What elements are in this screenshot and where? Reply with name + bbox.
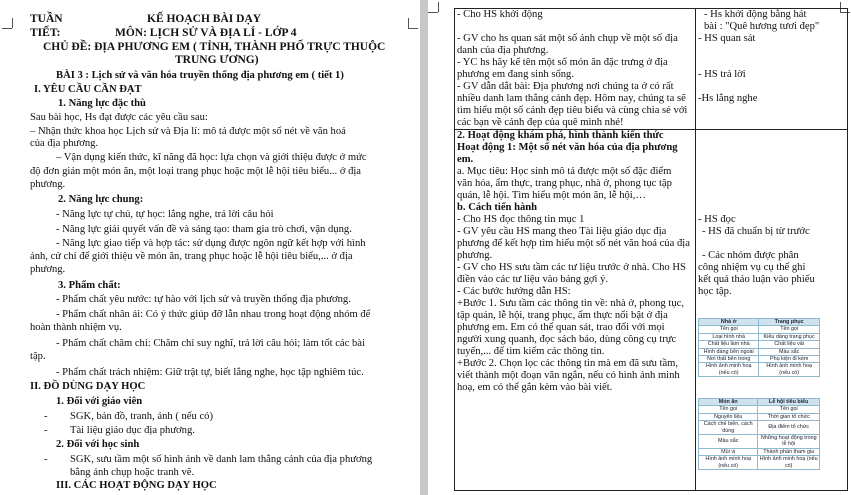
section-heading: III. CÁC HOẠT ĐỘNG DẠY HỌC — [56, 480, 217, 491]
right-page — [428, 0, 851, 495]
table-row — [699, 319, 820, 326]
cell-line: 2. Hoạt động khám phá, hình thành kiến thức — [457, 130, 664, 141]
cell-line: - HS trả lời — [698, 69, 746, 80]
worksheet-food-festival — [698, 398, 820, 470]
table-cell: Thành phần tham gia — [758, 448, 820, 455]
cell-line: - HS đã chuẩn bị từ trước — [702, 226, 810, 237]
cell-line: em. — [457, 154, 474, 165]
body-line: ảnh, cử chỉ để giới thiệu về món ăn, trang phục hoặc lễ hội tiêu biểu,... ở địa — [30, 251, 353, 262]
table-row — [699, 363, 820, 377]
cell-line: người xung quanh, đọc sách báo, dùng công cụ trực — [457, 334, 677, 345]
left-page — [0, 0, 420, 495]
cell-spacer — [457, 21, 693, 33]
cell-spacer — [698, 45, 845, 69]
table-header: Nhà ở — [699, 319, 759, 326]
cell-line: kết quả thảo luận vào phiếu — [698, 274, 815, 285]
table-cell: Mùi vị — [699, 448, 758, 455]
corner-mark — [2, 28, 12, 29]
table-cell: Hình ảnh minh hoạ (nếu có) — [699, 456, 758, 470]
body-line: tập. — [30, 351, 46, 362]
cell-line: a. Mục tiêu: Học sinh mô tả được một số đặc điểm — [457, 166, 672, 177]
bullet-dash: - — [44, 425, 48, 436]
table-cell: Thời gian tổ chức — [758, 413, 820, 420]
cell-line: phương. — [457, 250, 493, 261]
body-line: phương. — [30, 264, 66, 275]
cell-line: - YC hs hãy kể tên một số món ăn đặc trưng ở địa — [457, 57, 668, 68]
corner-mark — [428, 12, 438, 13]
body-line: – Nhận thức khoa học Lịch sử và Địa lí: mô tả được một số nét về văn hoá — [30, 126, 346, 137]
cell-line: -Hs lắng nghe — [698, 93, 758, 104]
cell-line: văn hóa, ẩm thực, trang phục, nhà ở, phong tục tập — [457, 178, 672, 189]
cell-line: tuyến,... để tìm kiếm các thông tin. — [457, 346, 605, 357]
subject-title: MÔN: LỊCH SỬ VÀ ĐỊA LÍ - LỚP 4 — [115, 27, 297, 39]
cell-line: điền vào các tư liệu vào bảng gợi ý. — [457, 274, 609, 285]
body-line: - Năng lực tự chủ, tự học: lắng nghe, trả lời câu hỏi — [56, 209, 274, 220]
sub-heading: 3. Phẩm chất: — [58, 280, 121, 291]
cell-line: phương để kết hợp tìm hiểu một số nét văn hoá của địa — [457, 238, 690, 249]
table-cell: Hình ảnh minh hoạ (nếu có) — [759, 363, 820, 377]
body-line: - Phẩm chất trách nhiệm: Giữ trật tự, biết lắng nghe, học tập nghiêm túc. — [56, 367, 364, 378]
cell-line: - GV dẫn dắt bài: Địa phương nơi chúng ta ở có rất — [457, 81, 674, 92]
table-row — [699, 435, 820, 449]
cell-line: nhiều danh lam thắng cảnh đẹp. Hôm nay, chúng ta sẽ — [457, 93, 686, 104]
cell-line: phương em. Em có thể quan sát, trao đổi với mọi — [457, 322, 665, 333]
body-line: phương. — [30, 179, 66, 190]
table-cell: Loại hình nhà — [699, 333, 759, 340]
cell-line: phương em đang sinh sống. — [457, 69, 574, 80]
worksheet-housing-clothing — [698, 318, 820, 377]
topic-line-1: CHỦ ĐỀ: ĐỊA PHƯƠNG EM ( TỈNH, THÀNH PHỐ TRỰC THUỘC — [43, 41, 386, 53]
cell-spacer — [698, 238, 845, 250]
cell-line: hoạ, em có thể gắn kèm vào bài viết. — [457, 382, 613, 393]
cell-line: quán, lễ hội. Tìm hiểu một món ăn, lễ hội,… — [457, 190, 646, 201]
table-cell: Tên gọi — [699, 406, 758, 413]
section-heading: II. ĐỒ DÙNG DẠY HỌC — [30, 381, 146, 392]
corner-mark — [438, 2, 439, 12]
cell-line: +Bước 2. Chọn lọc các thông tin mà em đã sưu tầm, — [457, 358, 679, 369]
table-cell: Nơi thất bên trong — [699, 356, 759, 363]
cell-line: - GV cho hs quan sát một số ảnh chụp về một số địa — [457, 33, 678, 44]
sub-heading: 1. Đối với giáo viên — [56, 396, 143, 407]
table-cell: Cách chế biến, cách dùng — [699, 421, 758, 435]
cell-line: - Các nhóm được phân — [702, 250, 799, 261]
cell-line: - Cho HS khởi động — [457, 9, 543, 20]
body-line: – Vận dụng kiến thức, kĩ năng đã học: lựa chọn và giới thiệu được ở mức — [56, 152, 367, 163]
cell-line: - Các bước hướng dẫn HS: — [457, 286, 571, 297]
table-cell: Màu sắc — [759, 348, 820, 355]
table-row — [699, 341, 820, 348]
body-line: của địa phương. — [30, 138, 99, 149]
body-line: độ đơn giản một món ăn, một loại trang phục hoặc một lễ hội tiêu biểu... ở địa — [30, 166, 362, 177]
sub-heading: 2. Đối với học sinh — [56, 439, 140, 450]
bullet-dash: - — [44, 411, 48, 422]
cell-line: Hoạt động 1: Một số nét văn hóa của địa phương — [457, 142, 678, 153]
cell-line: - GV cho HS sưu tầm các tư liệu trước ở nhà. Cho HS — [457, 262, 686, 273]
table-cell: Hình ảnh minh hoạ (nếu có) — [699, 363, 759, 377]
table-cell: Kiểu dáng trang phục — [759, 333, 820, 340]
student-cell — [696, 9, 848, 130]
table-cell: Tên gọi — [758, 406, 820, 413]
table-row — [699, 421, 820, 435]
cell-line: - Hs khởi động bằng hát — [704, 9, 807, 20]
cell-line: - HS đọc — [698, 214, 736, 225]
table-row — [699, 456, 820, 470]
body-line: Tài liệu giáo dục địa phương. — [70, 425, 195, 436]
corner-mark — [408, 28, 418, 29]
table-row — [699, 326, 820, 333]
cell-line: viết thành một đoạn văn ngắn, nếu có hình ảnh minh — [457, 370, 680, 381]
table-cell: Tên gọi — [699, 326, 759, 333]
table-cell: Chất liệu vải — [759, 341, 820, 348]
table-header: Trang phục — [759, 319, 820, 326]
teacher-cell — [455, 130, 696, 491]
table-cell: Địa điểm tổ chức — [758, 421, 820, 435]
teacher-cell — [455, 9, 696, 130]
table-cell: Những hoạt động trong lễ hội — [758, 435, 820, 449]
table-row — [699, 348, 820, 355]
corner-mark — [408, 18, 409, 28]
table-header: Lễ hội tiêu biểu — [758, 399, 820, 406]
cell-line: các bạn về cảnh đẹp của quê mình nhé! — [457, 117, 624, 128]
table-cell: Chất liệu làm nhà — [699, 341, 759, 348]
body-line: bằng ảnh chụp hoặc tranh vẽ. — [70, 467, 195, 478]
table-row — [699, 356, 820, 363]
table-cell: Hình ảnh minh hoạ (nếu có) — [759, 456, 818, 469]
corner-mark — [12, 18, 13, 28]
document-title: KẾ HOẠCH BÀI DẠY — [147, 13, 262, 25]
period-label: TIẾT: — [30, 27, 61, 39]
cell-line: - Cho HS đọc thông tin mục 1 — [457, 214, 585, 225]
table-cell: Tên gọi — [759, 326, 820, 333]
sub-heading: 2. Năng lực chung: — [58, 194, 144, 205]
section-heading: I. YÊU CẦU CẦN ĐẠT — [34, 84, 142, 95]
sub-heading: 1. Năng lực đặc thù — [58, 98, 146, 109]
body-line: SGK, bản đồ, tranh, ảnh ( nếu có) — [70, 411, 213, 422]
table-row — [699, 413, 820, 420]
body-line: - Phẩm chất nhân ái: Có ý thức giúp đỡ lẫn nhau trong hoạt động nhóm để — [56, 309, 371, 320]
week-label: TUẦN — [30, 13, 63, 25]
body-line: - Năng lực giải quyết vấn đề và sáng tạo: tham gia trò chơi, vận dụng. — [56, 224, 352, 235]
table-cell: Màu sắc — [699, 435, 758, 449]
body-line: Sau bài học, Hs đạt được các yêu cầu sau: — [30, 112, 208, 123]
table-cell: Hình dáng bên ngoài — [699, 348, 759, 355]
cell-line: - HS quan sát — [698, 33, 756, 44]
cell-line: +Bước 1. Sưu tầm các thông tin về: nhà ở, phong tục, — [457, 298, 684, 309]
table-cell: Nguyên liệu — [699, 413, 758, 420]
cell-spacer — [698, 81, 845, 93]
cell-line: học tập. — [698, 286, 732, 297]
bullet-dash: - — [44, 454, 48, 465]
topic-line-2: TRUNG ƯƠNG) — [175, 54, 259, 66]
cell-spacer — [698, 130, 845, 214]
table-header: Món ăn — [699, 399, 758, 406]
table-row — [455, 9, 848, 130]
table-cell: Phụ kiện đi kèm — [759, 356, 820, 363]
body-line: - Năng lực giao tiếp và hợp tác: sử dụng được ngôn ngữ kết hợp với hình — [56, 238, 366, 249]
cell-line: bài : "Quê hương tươi đẹp" — [704, 21, 820, 32]
body-line: hoàn thành nhiệm vụ. — [30, 322, 122, 333]
cell-line: tập quán, lễ hội, trang phục, ẩm thực nổi bật ở địa — [457, 310, 668, 321]
table-row — [699, 406, 820, 413]
table-row — [699, 399, 820, 406]
cell-line: b. Cách tiến hành — [457, 202, 538, 213]
cell-line: công nhiệm vụ cụ thể ghi — [698, 262, 806, 273]
lesson-title: BÀI 3 : Lịch sử và văn hóa truyền thống địa phương em ( tiết 1) — [56, 70, 344, 81]
table-row — [699, 448, 820, 455]
cell-line: - GV yêu cầu HS mang theo Tài liệu giáo dục địa — [457, 226, 667, 237]
cell-line: tìm hiểu một số cảnh đẹp tiêu biểu và cùng chia sẻ với — [457, 105, 688, 116]
table-row — [699, 333, 820, 340]
body-line: - Phẩm chất chăm chỉ: Chăm chỉ suy nghĩ, trả lời câu hỏi; làm tốt các bài — [56, 338, 365, 349]
body-line: - Phẩm chất yêu nước: tự hào với lịch sử và truyền thống địa phương. — [56, 294, 351, 305]
body-line: SGK, sưu tầm một số hình ảnh về danh lam thắng cảnh của địa phương — [70, 454, 373, 465]
cell-line: danh của địa phương. — [457, 45, 549, 56]
